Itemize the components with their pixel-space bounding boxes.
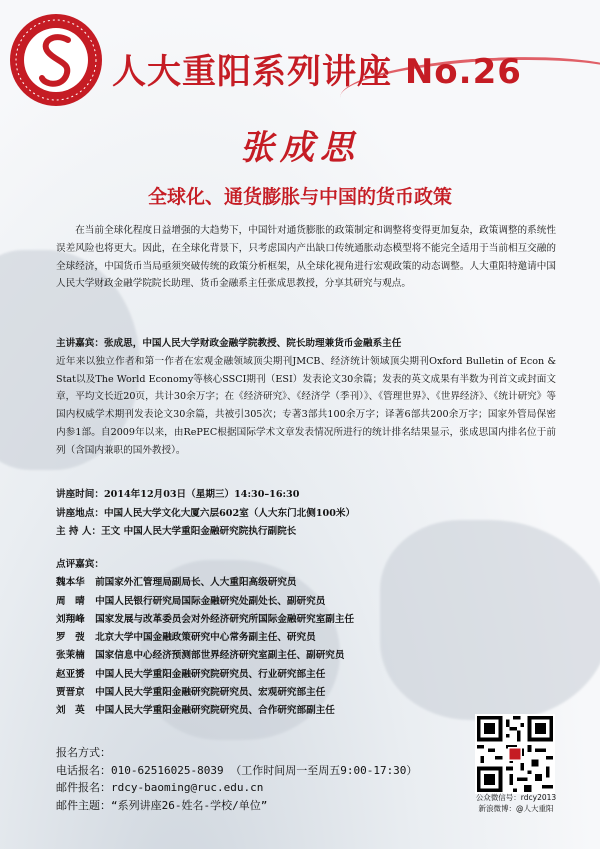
reviewer-name: 罗 弢: [56, 632, 85, 644]
institute-logo: [10, 14, 102, 106]
lecture-subtitle: 全球化、通货膨胀与中国的货币政策: [147, 186, 452, 208]
guest-bio: 近年来以独立作者和第一作者在宏观金融领域顶尖期刊JMCB、经济统计领域顶尖期刊Oxford Bulletin of Econ & Stat以及The World Economy等核心SSCI期刊（ESI）发表论文30余篇；发表的英文成果有半数为刊首文或封面文章，平均文长近20页，共计30余万字；在《经济研究》、《经济学（季刊）》、《管理世界》、《世界经济》、《统计研究》等国内权威学术期刊发表论文30余篇，共被引305次；专著3部共100余万字；译著6部共200余万字；国家外管局保密内参1部。自2009年以来，由RePEC根据国际学术文章发表情况所进行的统计排名结果显示，张成思国内排名位于前列（含国内兼职的国外教授）。: [56, 355, 556, 456]
host-label: 主 持 人：: [56, 526, 102, 537]
time-row: [56, 486, 556, 505]
reviewer-row: [56, 593, 556, 611]
wechat-account: 公众微信号：rdcy2013: [475, 793, 557, 802]
reviewer-title: 国家信息中心经济预测部世界经济研究室副主任、副研究员: [95, 650, 345, 662]
signup-heading: 报名方式：: [56, 746, 111, 759]
reviewer-name: 魏本华: [56, 577, 85, 589]
qr-code-icon: [477, 716, 553, 792]
signup-section: [56, 744, 417, 814]
place-row: [56, 505, 556, 524]
signup-email[interactable]: 邮件报名：rdcy-baoming@ruc.edu.cn: [56, 781, 264, 794]
reviewer-name: 刘翔峰: [56, 613, 85, 625]
guest-label: 主讲嘉宾：: [56, 338, 104, 349]
reviewer-name: 贾晋京: [56, 687, 85, 699]
reviewer-title: 中国人民银行研究局国际金融研究处副处长、副研究员: [95, 595, 326, 607]
reviewer-row: [56, 684, 556, 702]
series-title: 人大重阳系列讲座 No.26: [112, 52, 522, 92]
reviewer-name: 周 晴: [56, 595, 85, 607]
reviewer-name: 刘 英: [56, 705, 85, 717]
intro-paragraph: 在当前全球化程度日益增强的大趋势下，中国针对通货膨胀的政策制定和调整将变得更加复杂，政策调整的系统性误差风险也将更大。因此，在全球化背景下，只考虑国内产出缺口传统通胀动态模型将不能完全适用于当前相互交融的全球经济，中国货币当局亟须突破传统的政策分析框架，从全球化视角进行宏观政策的动态调整。人大重阳特邀请中国人民大学财政金融学院院长助理、货币金融系主任张成思教授，分享其研究与观点。: [56, 225, 556, 290]
time-value: 2014年12月03日（星期三）14:30–16:30: [103, 489, 300, 500]
reviewer-title: 国家发展与改革委员会对外经济研究所国际金融研究室副主任: [95, 613, 355, 625]
reviewer-name: 赵亚赟: [56, 668, 85, 680]
reviewer-row: [56, 629, 556, 647]
reviewer-name: 张茉楠: [56, 650, 85, 662]
reviewers-section: [56, 556, 556, 721]
reviewer-title: 中国人民大学重阳金融研究院研究员、宏观研究部主任: [95, 687, 326, 699]
weibo-account: 新浪微博：@人大重阳: [478, 804, 554, 813]
time-label: 讲座时间：: [56, 489, 104, 500]
host-row: [56, 523, 556, 542]
place-label: 讲座地点：: [56, 507, 104, 519]
reviewer-row: [56, 574, 556, 592]
lecture-info: [56, 486, 556, 542]
reviewers-label: 点评嘉宾：: [56, 559, 104, 570]
guest-section: [56, 335, 556, 460]
reviewer-title: 中国人民大学重阳金融研究院研究员、合作研究部副主任: [95, 705, 335, 717]
reviewer-row: [56, 611, 556, 629]
logo-s-mark-icon: [36, 32, 76, 88]
speaker-name: 张成思: [240, 128, 360, 168]
signup-phone: 电话报名：010-62516025-8039 （工作时间周一至周五9:00-17:30）: [56, 763, 418, 777]
host-value: 王文 中国人民大学重阳金融研究院执行副院长: [101, 526, 297, 537]
guest-headline: 张成思，中国人民大学财政金融学院教授、院长助理兼货币金融系主任: [103, 338, 402, 349]
qr-code: [475, 714, 555, 794]
place-value: 中国人民大学文化大厦六层602室（人大东门北侧100米）: [103, 507, 356, 519]
reviewer-row: [56, 647, 556, 665]
reviewer-title: 前国家外汇管理局副局长、人大重阳高级研究员: [95, 577, 297, 589]
signup-subject: 邮件主题：“系列讲座26-姓名-学校/单位”: [56, 798, 268, 812]
qr-caption: [456, 792, 576, 814]
reviewer-row: [56, 666, 556, 684]
reviewer-title: 北京大学中国金融政策研究中心常务副主任、研究员: [95, 632, 316, 644]
reviewer-title: 中国人民大学重阳金融研究院研究员、行业研究部主任: [95, 668, 326, 680]
